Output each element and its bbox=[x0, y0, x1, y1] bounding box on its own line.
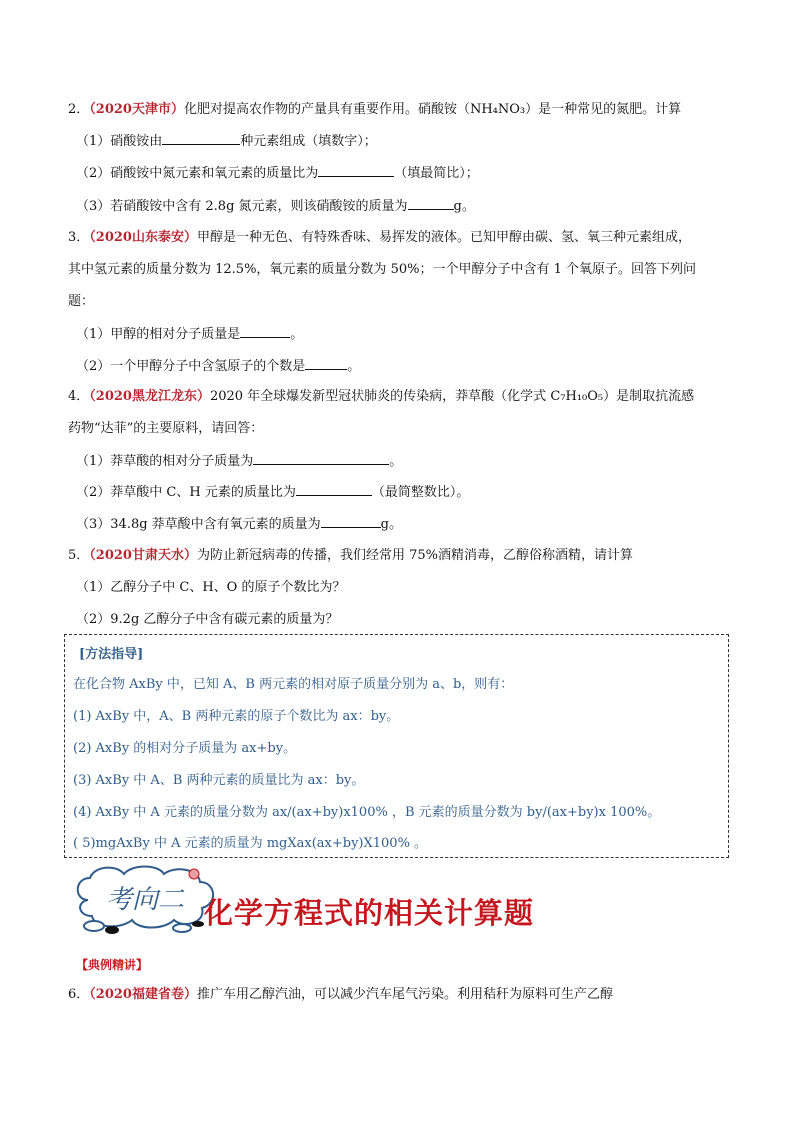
question-text: 推广车用乙醇汽油，可以减少汽车尾气污染。利用秸秆为原料可生产乙醇 bbox=[196, 987, 613, 1002]
question-number: 6． bbox=[68, 987, 90, 1002]
answer-blank[interactable] bbox=[296, 482, 372, 496]
method-rule-3: (3) AxBy 中 A、B 两种元素的质量比为 ax：by。 bbox=[73, 773, 365, 788]
method-rule-5: ( 5)mgAxBy 中 A 元素的质量为 mgXax(ax+by)X100% 。 bbox=[73, 836, 428, 851]
q3-sub2: （2）一个甲醇分子中含氢原子的个数是 。 bbox=[76, 356, 360, 377]
answer-blank[interactable] bbox=[408, 196, 454, 210]
q2-sub3: （3）若硝酸铵中含有 2.8g 氮元素，则该硝酸铵的质量为 g。 bbox=[76, 196, 475, 217]
question-number: 4． bbox=[68, 389, 90, 404]
q4-stem-line2: 药物“达菲”的主要原料，请回答： bbox=[68, 421, 264, 436]
q6-stem bbox=[68, 985, 613, 1005]
q4-stem bbox=[68, 387, 694, 407]
q3-stem-line2: 其中氢元素的质量分数为 12.5%，氧元素的质量分数为 50%；一个甲醇分子中含有 1 个氧原子。回答下列问 bbox=[68, 262, 696, 277]
q5-stem bbox=[68, 546, 633, 566]
q2-stem bbox=[68, 100, 681, 120]
question-number: 2． bbox=[68, 102, 90, 117]
answer-blank[interactable] bbox=[305, 356, 347, 370]
method-rule-1: (1) AxBy 中，A、B 两种元素的原子个数比为 ax：by。 bbox=[73, 709, 400, 724]
section-badge-label: 考向二 bbox=[105, 885, 185, 915]
question-text: 甲醇是一种无色、有特殊香味、易挥发的液体。已知甲醇由碳、氢、氧三种元素组成， bbox=[196, 230, 691, 245]
q4-sub2: （2）莽草酸中 C、H 元素的质量比为 （最简整数比）。 bbox=[76, 482, 469, 503]
q4-sub3: （3）34.8g 莽草酸中含有氧元素的质量为 g。 bbox=[76, 514, 402, 535]
q4-sub1: （1）莽草酸的相对分子质量为 。 bbox=[76, 451, 402, 472]
answer-blank[interactable] bbox=[321, 514, 381, 528]
question-source: （2020甘肃天水） bbox=[89, 548, 197, 563]
section-title: 化学方程式的相关计算题 bbox=[204, 896, 535, 930]
method-guide-box bbox=[64, 634, 729, 858]
method-rule-2: (2) AxBy 的相对分子质量为 ax+by。 bbox=[73, 741, 297, 756]
q3-stem bbox=[68, 228, 691, 248]
q3-stem-line3: 题： bbox=[68, 294, 95, 309]
q2-sub2: （2）硝酸铵中氮元素和氧元素的质量比为 （填最简比）； bbox=[76, 163, 479, 184]
q5-sub1: （1）乙醇分子中 C、H、O 的原子个数比为？ bbox=[76, 580, 346, 595]
question-number: 5． bbox=[68, 548, 90, 563]
question-number: 3． bbox=[68, 230, 90, 245]
question-text: 为防止新冠病毒的传播，我们经常用 75%酒精消毒，乙醇俗称酒精，请计算 bbox=[196, 548, 633, 563]
q3-sub1: （1）甲醇的相对分子质量是 。 bbox=[76, 324, 303, 345]
answer-blank[interactable] bbox=[253, 451, 389, 465]
q5-sub2: （2）9.2g 乙醇分子中含有碳元素的质量为？ bbox=[76, 612, 339, 627]
question-source: （2020天津市） bbox=[89, 102, 184, 117]
method-rule-4: (4) AxBy 中 A 元素的质量分数为 ax/(ax+by)x100% ，B 元素的质量分数为 by/(ax+by)x 100%。 bbox=[73, 805, 661, 820]
question-text: 2020 年全球爆发新型冠状肺炎的传染病，莽草酸（化学式 C₇H₁₀O₅）是制取抗流感 bbox=[209, 389, 695, 404]
method-title: [方法指导] bbox=[79, 647, 144, 662]
question-source: （2020山东泰安） bbox=[89, 230, 197, 245]
section-badge-icon bbox=[70, 864, 220, 936]
question-source: （2020黑龙江龙东） bbox=[89, 389, 210, 404]
answer-blank[interactable] bbox=[318, 163, 394, 177]
question-text: 化肥对提高农作物的产量具有重要作用。硝酸铵（NH₄NO₃）是一种常见的氮肥。计算 bbox=[183, 102, 682, 117]
question-source: （2020福建省卷） bbox=[89, 987, 197, 1002]
q2-sub1: （1）硝酸铵由 种元素组成（填数字）； bbox=[76, 131, 377, 152]
answer-blank[interactable] bbox=[240, 324, 290, 338]
method-intro: 在化合物 AxBy 中，已知 A、B 两元素的相对原子质量分别为 a、b，则有： bbox=[73, 677, 514, 692]
example-tag: 【典例精讲】 bbox=[76, 958, 149, 972]
answer-blank[interactable] bbox=[162, 131, 240, 145]
